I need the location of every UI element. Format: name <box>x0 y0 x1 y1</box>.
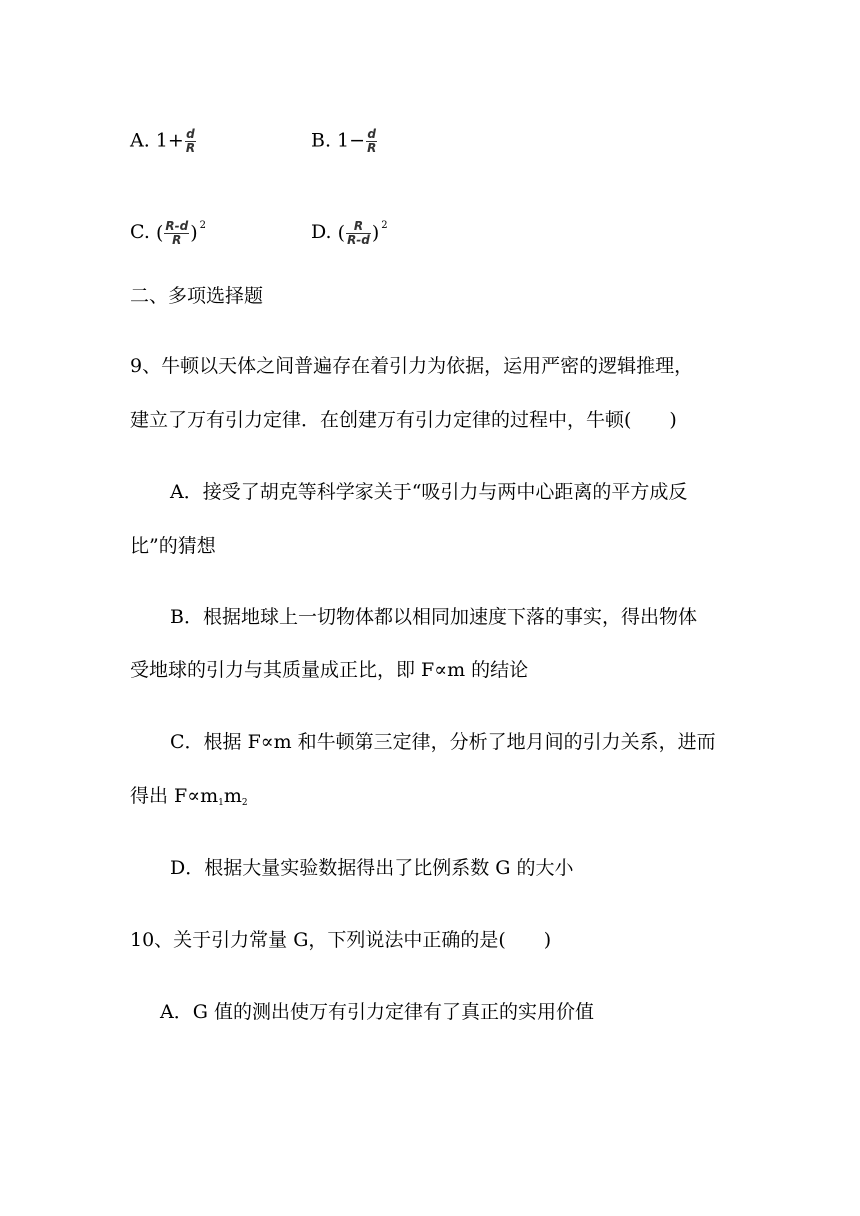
q10-stem: 10、关于引力常量 G，下列说法中正确的是( ) <box>130 929 552 951</box>
q9-option-c-line1: C．根据 F∝m 和牛顿第三定律，分析了地月间的引力关系，进而 <box>170 731 716 753</box>
q9-option-c-formula-prefix: 得出 F∝m <box>130 785 219 807</box>
fraction-r-over-r-minus-d: $\frac{R}{R-d}$ <box>347 218 370 247</box>
fraction-r-minus-d-over-r: $\frac{R-d}{R}$ <box>165 218 189 247</box>
option-8c-prefix: C. <box>130 221 156 243</box>
q9-option-c-line2 <box>130 784 248 815</box>
q9-option-c-formula-mid: m <box>223 785 242 807</box>
q9-option-a-line2: 比”的猜想 <box>130 535 216 557</box>
q9-stem-line1: 9、牛顿以天体之间普遍存在着引力为依据，运用严密的逻辑推理， <box>130 355 694 377</box>
option-8a-prefix: A. 1+ <box>130 129 184 152</box>
option-8d-prefix: D. <box>311 221 338 243</box>
q10-option-a: A．G 值的测出使万有引力定律有了真正的实用价值 <box>160 1001 594 1023</box>
option-8b <box>311 128 378 155</box>
q9-option-b-line1: B．根据地球上一切物体都以相同加速度下落的事实，得出物体 <box>170 606 697 628</box>
section-heading: 二、多项选择题 <box>130 285 264 307</box>
exponent: 2 <box>381 220 388 231</box>
q9-option-b-line2: 受地球的引力与其质量成正比，即 F∝m 的结论 <box>130 659 529 681</box>
option-8d: D. ( $\frac{R}{R-d}$ ) $^2$ <box>311 218 388 247</box>
fraction-d-over-r: $\frac{d}{R}$ <box>367 127 377 155</box>
q9-option-a-line1: A．接受了胡克等科学家关于“吸引力与两中心距离的平方成反 <box>170 481 688 503</box>
q9-stem-line2: 建立了万有引力定律．在创建万有引力定律的过程中，牛顿( ) <box>130 409 677 431</box>
q9-option-d: D．根据大量实验数据得出了比例系数 G 的大小 <box>170 857 574 879</box>
fraction-d-over-r: $\frac{d}{R}$ <box>185 127 196 155</box>
option-8b-prefix: B. 1− <box>311 129 366 152</box>
exponent: 2 <box>199 220 206 231</box>
subscript-2: 2 <box>241 798 248 808</box>
option-8c: C. ( $\frac{R-d}{R}$ ) $^2$ <box>130 218 206 247</box>
subscript-1: 1 <box>218 798 224 808</box>
option-8a <box>130 128 197 155</box>
